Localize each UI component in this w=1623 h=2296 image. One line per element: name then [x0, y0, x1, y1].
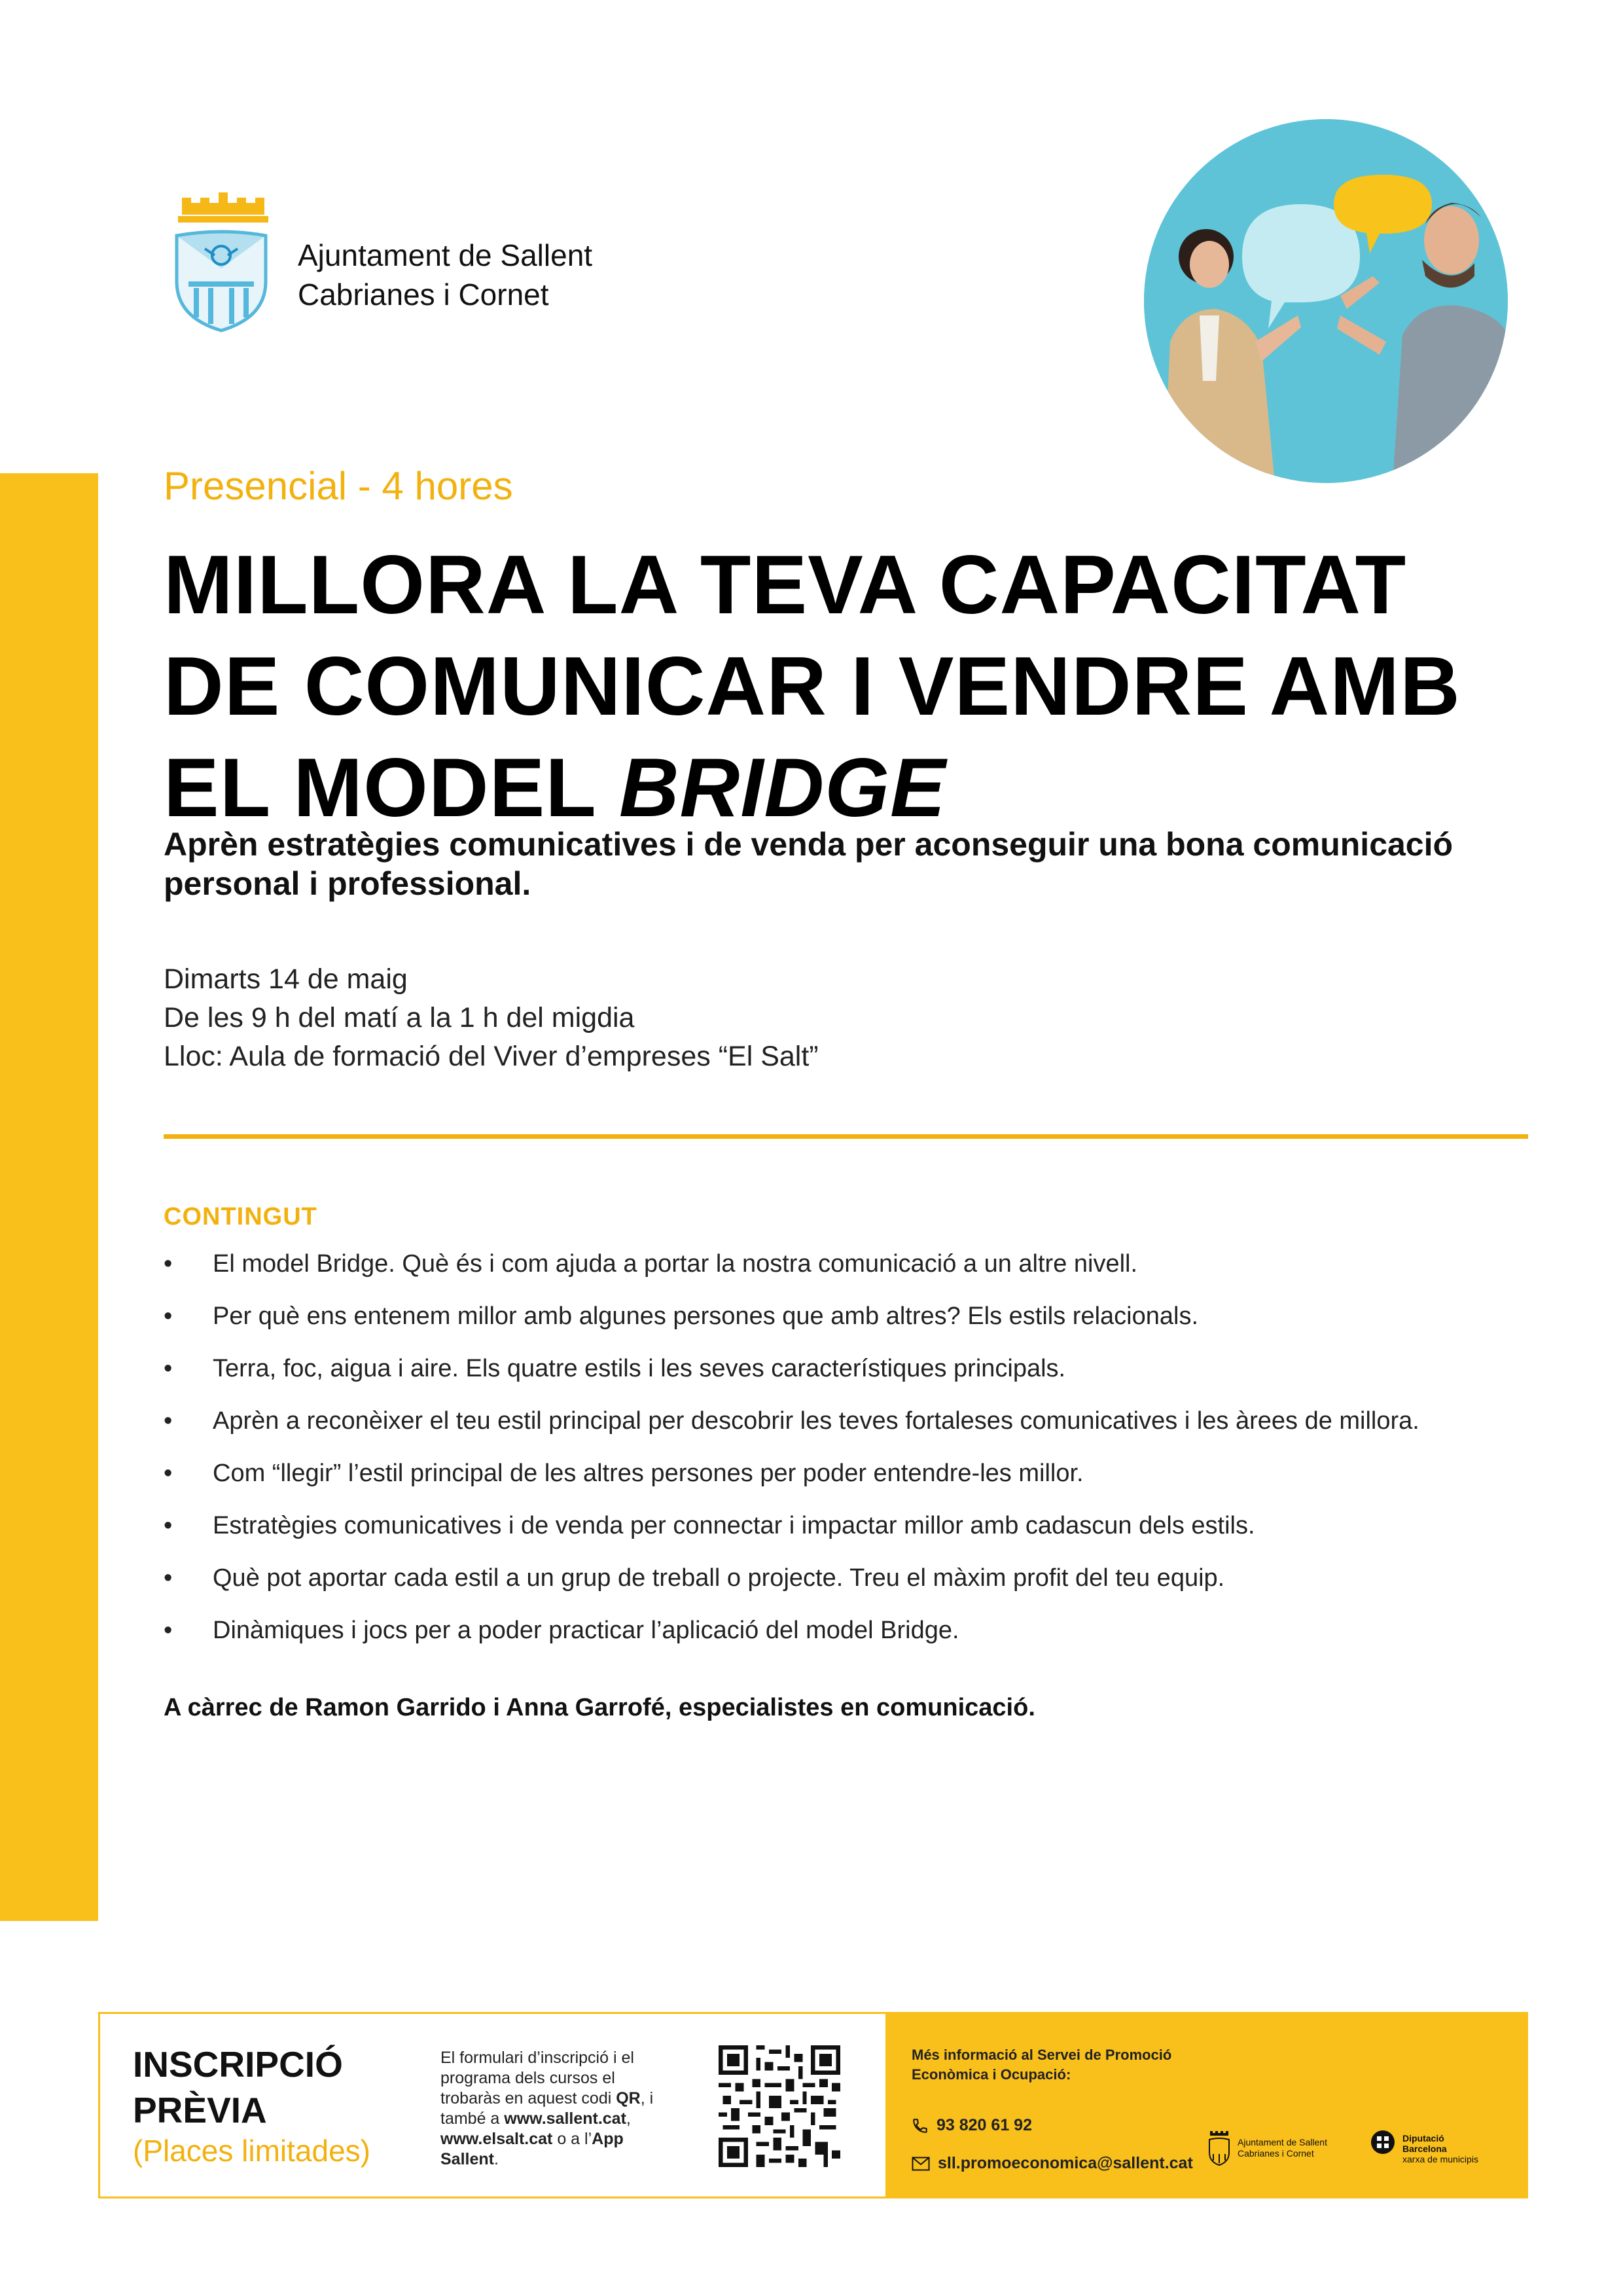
email-contact[interactable]: [912, 2154, 1193, 2173]
registration-instructions: El formulari d’inscripció i el programa dels cursos el trobaràs en aquest codi QR, i també a www.sallent.cat, www.elsalt.cat o a l’App Sallent.: [440, 2049, 654, 2168]
course-subtitle: Aprèn estratègies comunicatives i de venda per aconseguir una bona comunicació personal i professional.: [164, 826, 1454, 902]
qr-label: QR: [616, 2089, 641, 2108]
mail-icon: [912, 2157, 930, 2171]
bullet-icon: •: [164, 1460, 173, 1487]
title-line3-italic: BRIDGE: [618, 741, 946, 834]
sallent-coat-of-arms-logo: [169, 183, 274, 334]
bullet-icon: •: [164, 1564, 173, 1592]
side-accent-bar: [0, 473, 98, 1921]
sallent-small-logo: [1206, 2129, 1327, 2170]
more-info-text: Més informació al Servei de Promoció Econòmica i Ocupació:: [912, 2047, 1172, 2083]
bullet-icon: •: [164, 1355, 173, 1382]
speech-bubbles-photo: [1144, 119, 1508, 483]
bullet-icon: •: [164, 1512, 173, 1539]
registration-title-line2: PRÈVIA: [133, 2090, 267, 2130]
list-item: • Com “llegir” l’estil principal de les altres persones per poder entendre-les millor.: [164, 1456, 1538, 1509]
diputacio-barcelona-logo: [1370, 2129, 1478, 2164]
bullet-icon: •: [164, 1617, 173, 1644]
course-title: [164, 534, 1461, 838]
course-place: Lloc: Aula de formació del Viver d’empreses “El Salt”: [164, 1041, 819, 1072]
title-line1: MILLORA LA TEVA CAPACITAT: [164, 538, 1407, 631]
list-item: • Què pot aportar cada estil a un grup de treball o projecte. Treu el màxim profit del teu equip.: [164, 1561, 1538, 1613]
photo-illustration: [1144, 119, 1508, 483]
list-item: • El model Bridge. Què és i com ajuda a portar la nostra comunicació a un altre nivell.: [164, 1247, 1538, 1299]
diputacio-logo-text: Diputació Barcelona xarxa de municipis: [1402, 2133, 1478, 2164]
sallent-small-logo-text: Ajuntament de Sallent Cabrianes i Cornet: [1238, 2137, 1327, 2159]
qr-code[interactable]: [719, 2045, 840, 2167]
phone-contact[interactable]: [912, 2116, 1032, 2135]
organization-name: [298, 236, 592, 314]
phone-number[interactable]: 93 820 61 92: [936, 2116, 1032, 2134]
list-item: • Per què ens entenem millor amb algunes persones que amb altres? Els estils relacionals.: [164, 1299, 1538, 1352]
bullet-icon: •: [164, 1302, 173, 1330]
instructors-note: A càrrec de Ramon Garrido i Anna Garrofé, especialistes en comunicació.: [164, 1694, 1035, 1721]
course-date: Dimarts 14 de maig: [164, 963, 408, 995]
list-item: • Dinàmiques i jocs per a poder practicar l’aplicació del model Bridge.: [164, 1613, 1538, 1666]
registration-footer: [98, 2012, 1528, 2198]
section-divider: [164, 1134, 1528, 1139]
bullet-icon: •: [164, 1250, 173, 1278]
content-list: [164, 1247, 1538, 1666]
website-link-elsalt[interactable]: www.elsalt.cat: [440, 2130, 553, 2148]
limited-places-note: (Places limitades): [133, 2134, 370, 2168]
registration-title-line1: INSCRIPCIÓ: [133, 2044, 343, 2085]
list-item: • Terra, foc, aigua i aire. Els quatre estils i les seves característiques principals.: [164, 1352, 1538, 1404]
sallent-shield-icon: [1206, 2129, 1232, 2167]
app-sallent-label: App Sallent: [440, 2130, 624, 2168]
course-details: [164, 960, 819, 1076]
course-modality: Presencial - 4 hores: [164, 464, 513, 508]
phone-icon: [912, 2117, 929, 2134]
course-time: De les 9 h del matí a la 1 h del migdia: [164, 1002, 635, 1033]
title-line3: [164, 737, 1461, 838]
list-item: • Estratègies comunicatives i de venda per connectar i impactar millor amb cadascun dels estils.: [164, 1509, 1538, 1561]
list-item: • Aprèn a reconèixer el teu estil principal per descobrir les teves fortaleses comunicatives i les àrees de millora.: [164, 1404, 1538, 1456]
bullet-icon: •: [164, 1407, 173, 1435]
org-name-line1: Ajuntament de Sallent: [298, 238, 593, 272]
website-link-sallent[interactable]: www.sallent.cat: [504, 2109, 626, 2128]
org-name-line2: Cabrianes i Cornet: [298, 278, 549, 312]
email-address[interactable]: sll.promoeconomica@sallent.cat: [938, 2154, 1193, 2172]
registration-title: [133, 2041, 343, 2133]
title-line3-plain: EL MODEL: [164, 741, 619, 834]
content-heading: CONTINGUT: [164, 1203, 317, 1230]
diputacio-emblem-icon: [1370, 2129, 1396, 2155]
title-line2: DE COMUNICAR I VENDRE AMB: [164, 639, 1461, 732]
